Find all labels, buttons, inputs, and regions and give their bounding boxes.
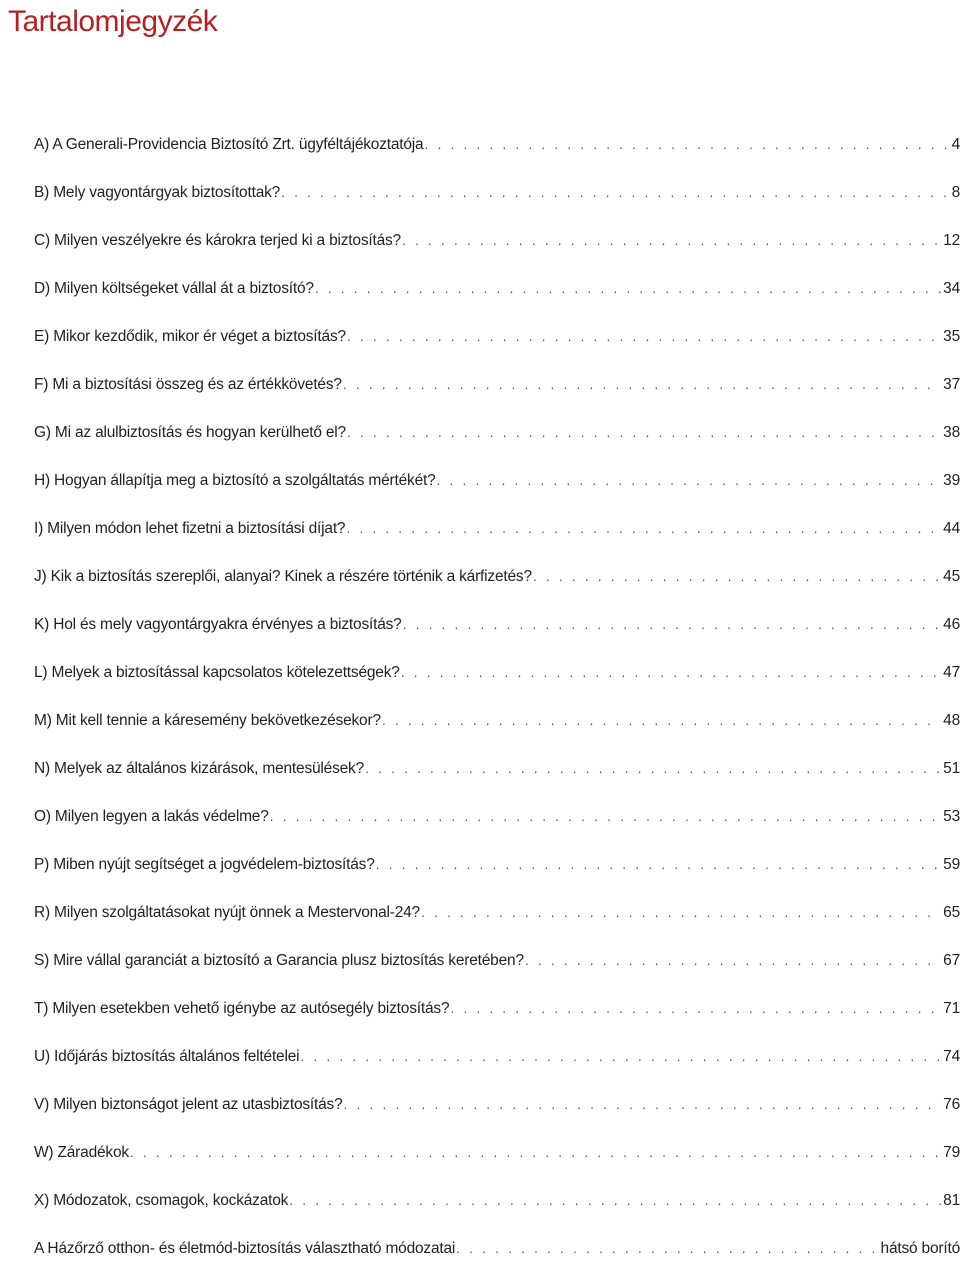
toc-dot-leader (347, 420, 941, 444)
toc-entry[interactable] (34, 324, 960, 372)
toc-dot-leader (346, 516, 941, 540)
toc-entry[interactable] (34, 900, 960, 948)
toc-entry-label: E) Mikor kezdődik, mikor ér véget a biztosítás? (34, 328, 346, 345)
toc-entry-page: 34 (943, 280, 960, 297)
toc-entry-page: 46 (943, 616, 960, 633)
toc-entry-page: 39 (943, 472, 960, 489)
toc-entry-page: 37 (943, 376, 960, 393)
toc-entry-label: D) Milyen költségeket vállal át a biztosító? (34, 280, 314, 297)
toc-entry[interactable] (34, 708, 960, 756)
toc-dot-leader (437, 468, 942, 492)
toc-entry[interactable] (34, 1188, 960, 1236)
toc-dot-leader (281, 180, 949, 204)
toc-entry-page: 67 (943, 952, 960, 969)
toc-entry[interactable] (34, 1044, 960, 1092)
toc-entry-label: K) Hol és mely vagyontárgyakra érvényes a biztosítás? (34, 616, 402, 633)
toc-entry-label: X) Módozatok, csomagok, kockázatok (34, 1192, 289, 1209)
toc-entry-label: S) Mire vállal garanciát a biztosító a Garancia plusz biztosítás keretében? (34, 952, 524, 969)
toc-entry-page: 44 (943, 520, 960, 537)
toc-entry[interactable] (34, 660, 960, 708)
toc-dot-leader (315, 276, 941, 300)
toc-dot-leader (344, 1092, 942, 1116)
toc-entry-page: 4 (951, 136, 960, 153)
toc-entry[interactable] (34, 948, 960, 996)
toc-entry-label: A Házőrző otthon- és életmód-biztosítás választható módozatai (34, 1240, 456, 1257)
toc-entry-label: F) Mi a biztosítási összeg és az értékkövetés? (34, 376, 342, 393)
toc-entry-label: U) Időjárás biztosítás általános feltételei (34, 1048, 300, 1065)
toc-dot-leader (421, 900, 941, 924)
toc-entry[interactable] (34, 1092, 960, 1140)
toc-entry-page: 35 (943, 328, 960, 345)
toc-entry-page: 59 (943, 856, 960, 873)
toc-entry[interactable] (34, 420, 960, 468)
toc-entry-label: R) Milyen szolgáltatásokat nyújt önnek a Mestervonal-24? (34, 904, 420, 921)
toc-entry[interactable] (34, 1140, 960, 1188)
toc-entry-page: hátsó borító (880, 1240, 960, 1257)
toc-entry[interactable] (34, 516, 960, 564)
toc-entry-page: 45 (943, 568, 960, 585)
toc-entry-label: T) Milyen esetekben vehető igénybe az autósegély biztosítás? (34, 1000, 450, 1017)
toc-entry[interactable] (34, 804, 960, 852)
toc-entry-page: 53 (943, 808, 960, 825)
toc-dot-leader (401, 660, 941, 684)
toc-entry-label: V) Milyen biztonságot jelent az utasbiztosítás? (34, 1096, 343, 1113)
toc-entry-page: 48 (943, 712, 960, 729)
toc-entry-label: B) Mely vagyontárgyak biztosítottak? (34, 184, 281, 201)
toc-entry[interactable] (34, 180, 960, 228)
toc-dot-leader (289, 1188, 941, 1212)
toc-dot-leader (424, 132, 949, 156)
toc-entry-label: M) Mit kell tennie a káresemény bekövetkezésekor? (34, 712, 381, 729)
toc-entry-page: 51 (943, 760, 960, 777)
toc-entry-label: J) Kik a biztosítás szereplői, alanyai? Kinek a részére történik a kárfizetés? (34, 568, 532, 585)
toc-entry-page: 38 (943, 424, 960, 441)
toc-dot-leader (533, 564, 941, 588)
toc-dot-leader (525, 948, 941, 972)
toc-entry-label: W) Záradékok (34, 1144, 129, 1161)
toc-entry-label: P) Miben nyújt segítséget a jogvédelem-biztosítás? (34, 856, 375, 873)
toc-dot-leader (343, 372, 941, 396)
toc-entry-page: 12 (943, 232, 960, 249)
toc-entry-page: 74 (943, 1048, 960, 1065)
toc-dot-leader (130, 1140, 941, 1164)
toc-dot-leader (403, 612, 942, 636)
toc-entry-page: 79 (943, 1144, 960, 1161)
toc-entry[interactable] (34, 228, 960, 276)
toc-dot-leader (365, 756, 941, 780)
toc-entry[interactable] (34, 564, 960, 612)
toc-entry-label: H) Hogyan állapítja meg a biztosító a szolgáltatás mértékét? (34, 472, 436, 489)
toc-entry-page: 8 (951, 184, 960, 201)
toc-dot-leader (450, 996, 941, 1020)
toc-entry[interactable] (34, 852, 960, 900)
toc-entry[interactable] (34, 756, 960, 804)
toc-entry-label: I) Milyen módon lehet fizetni a biztosítási díjat? (34, 520, 346, 537)
table-of-contents (34, 132, 960, 1284)
toc-dot-leader (270, 804, 942, 828)
toc-entry[interactable] (34, 372, 960, 420)
toc-dot-leader (300, 1044, 941, 1068)
toc-dot-leader (456, 1236, 878, 1260)
toc-entry-label: A) A Generali-Providencia Biztosító Zrt. ügyféltájékoztatója (34, 136, 424, 153)
toc-dot-leader (402, 228, 941, 252)
toc-entry-page: 76 (943, 1096, 960, 1113)
toc-entry-label: G) Mi az alulbiztosítás és hogyan kerülhető el? (34, 424, 346, 441)
toc-entry-page: 81 (943, 1192, 960, 1209)
toc-dot-leader (376, 852, 941, 876)
toc-entry-page: 65 (943, 904, 960, 921)
toc-entry-label: C) Milyen veszélyekre és károkra terjed ki a biztosítás? (34, 232, 401, 249)
toc-entry[interactable] (34, 468, 960, 516)
toc-entry[interactable] (34, 276, 960, 324)
toc-entry[interactable] (34, 612, 960, 660)
toc-entry-label: L) Melyek a biztosítással kapcsolatos kötelezettségek? (34, 664, 400, 681)
toc-entry[interactable] (34, 1236, 960, 1284)
toc-dot-leader (347, 324, 941, 348)
toc-entry[interactable] (34, 132, 960, 180)
page-title: Tartalomjegyzék (8, 5, 218, 38)
toc-entry-label: N) Melyek az általános kizárások, mentesülések? (34, 760, 365, 777)
toc-entry-page: 71 (943, 1000, 960, 1017)
toc-entry[interactable] (34, 996, 960, 1044)
toc-dot-leader (382, 708, 941, 732)
toc-entry-page: 47 (943, 664, 960, 681)
toc-entry-label: O) Milyen legyen a lakás védelme? (34, 808, 269, 825)
